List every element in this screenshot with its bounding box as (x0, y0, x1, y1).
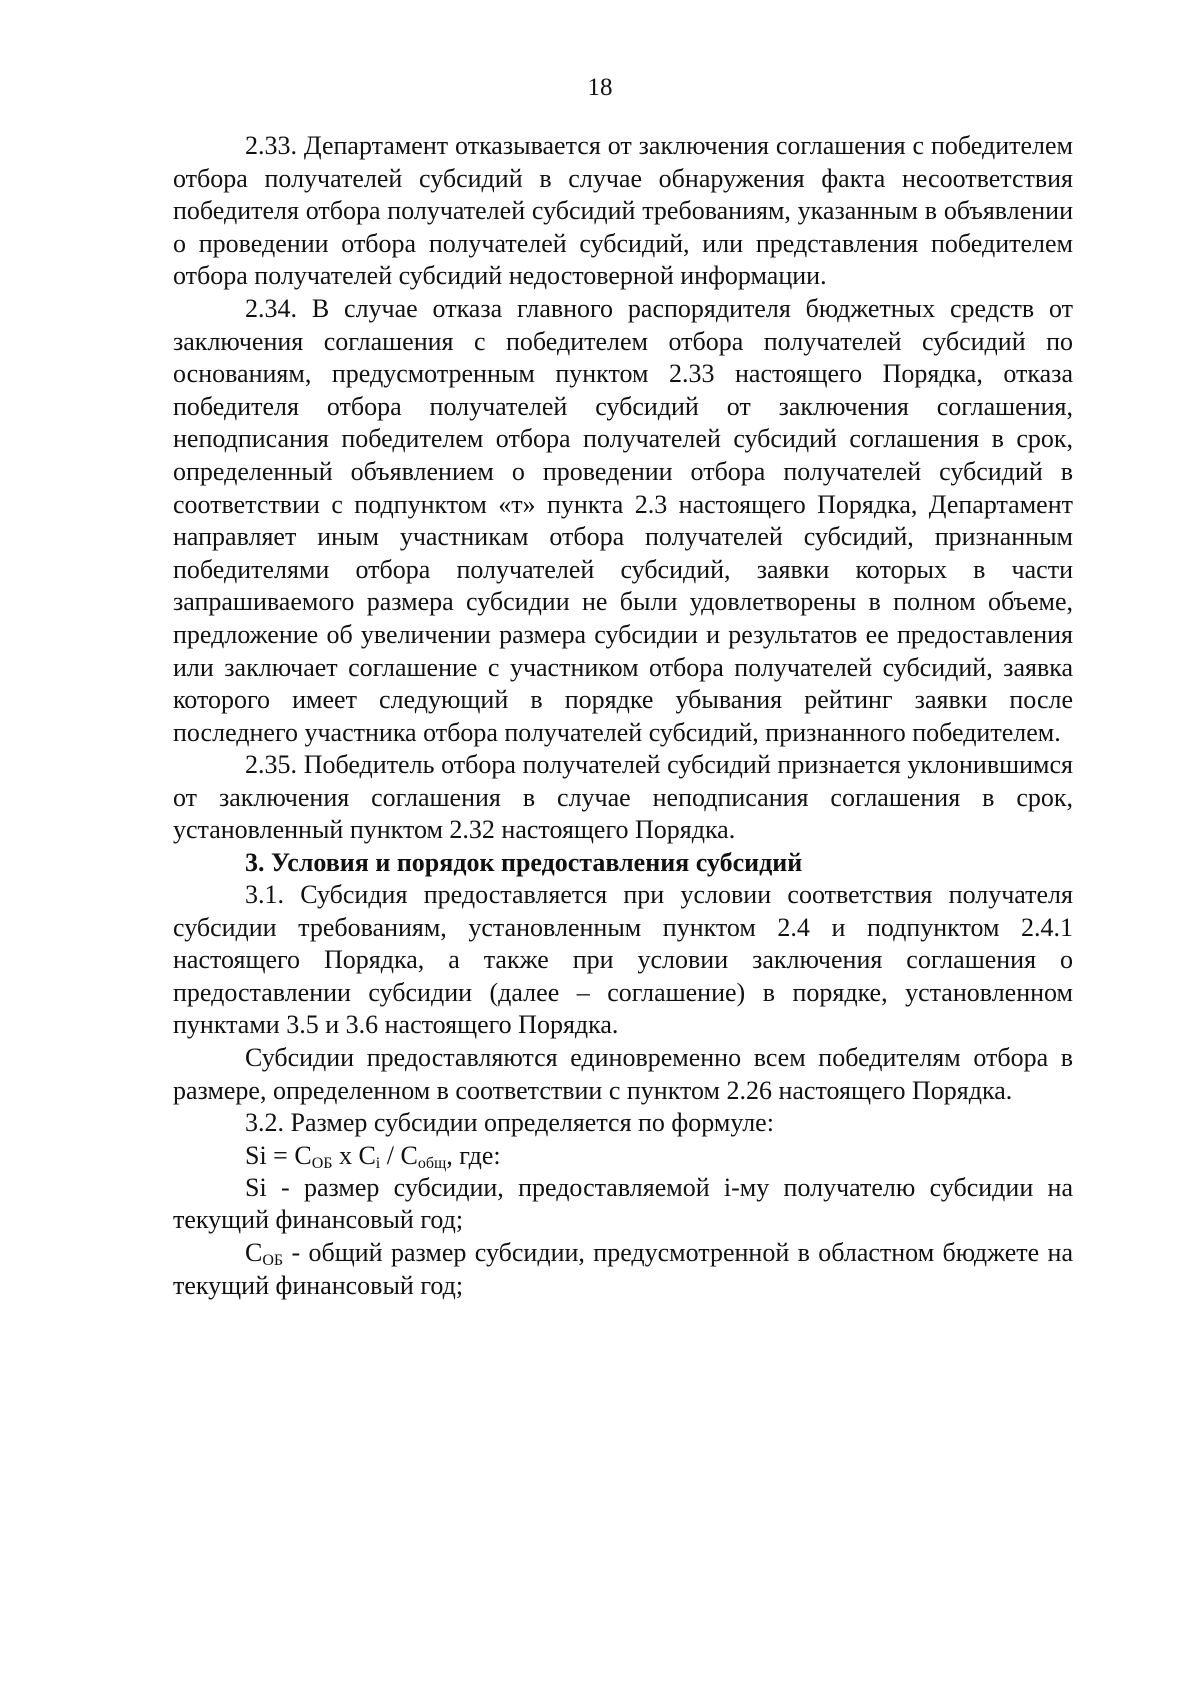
formula-mid2: / C (380, 1140, 418, 1170)
paragraph-3-2: 3.2. Размер субсидии определяется по формуле: (245, 1108, 774, 1138)
formula-mid1: x C (332, 1140, 376, 1170)
page-number: 18 (587, 74, 613, 101)
definition-cob (173, 1237, 1073, 1302)
definition-cob-text: - общий размер субсидии, предусмотренной в областном бюджете на текущий финансовый год; (173, 1238, 1073, 1300)
definition-cob-sub: ОБ (262, 1252, 284, 1269)
formula-sub-obsh: общ (417, 1154, 447, 1172)
definition-cob-symbol: C (245, 1238, 263, 1267)
paragraph-2-34: 2.34. В случае отказа главного распорядителя бюджетных средств от заключения соглашения с победителем отбора получателей субсидий по основаниям, предусмотренным пунктом 2.33 настоящего Порядка, отказа победителя отбора получателей субсидий от заключения соглашения, неподписания победителем отбора получателей субсидий соглашения в срок, определенный объявлением о проведении отбора получателей субсидий в соответствии с подпунктом «т» пункта 2.3 настоящего Порядка, Департамент направляет иным участникам отбора получателей субсидий, признанным победителями отбора получателей субсидий, заявки которых в части запрашиваемого размера субсидии не были удовлетворены в полном объеме, предложение об увеличении размера субсидии и результатов ее предоставления или заключает соглашение с участником отбора получателей субсидий, заявка которого имеет следующий в порядке убывания рейтинг заявки после последнего участника отбора получателей субсидий, признанного победителем. (173, 293, 1073, 747)
formula-sub-i: i (375, 1154, 381, 1172)
section-heading: 3. Условия и порядок предоставления субсидий (245, 848, 803, 878)
paragraph-3-1: 3.1. Субсидия предоставляется при условии соответствия получателя субсидии требованиям, установленным пунктом 2.4 и подпунктом 2.4.1 настоящего Порядка, а также при условии заключения соглашения о предоставлении субсидии (далее – соглашение) в порядке, установленном пунктами 3.5 и 3.6 настоящего Порядка. (173, 880, 1073, 1040)
document-body (173, 130, 1073, 1302)
paragraph-subsidies-once: Субсидии предоставляются единовременно всем победителям отбора в размере, определенном в соответствии с пунктом 2.26 настоящего Порядка. (173, 1043, 1073, 1105)
definition-si: Si - размер субсидии, предоставляемой i-му получателю субсидии на текущий финансовый год; (173, 1172, 1073, 1235)
formula-sub-ob: ОБ (311, 1154, 333, 1172)
subsidy-formula (173, 1140, 1073, 1172)
paragraph-2-33: 2.33. Департамент отказывается от заключения соглашения с победителем отбора получателей субсидий в случае обнаружения факта несоответствия победителя отбора получателей субсидий требованиям, указанным в объявлении о проведении отбора получателей субсидий, или представления победителем отбора получателей субсидий недостоверной информации. (173, 131, 1073, 291)
formula-lhs: Si = C (245, 1140, 312, 1170)
formula-tail: , где: (446, 1140, 501, 1170)
paragraph-2-35: 2.35. Победитель отбора получателей субсидий признается уклонившимся от заключения соглашения в случае неподписания соглашения в срок, установленный пунктом 2.32 настоящего Порядка. (173, 750, 1073, 845)
